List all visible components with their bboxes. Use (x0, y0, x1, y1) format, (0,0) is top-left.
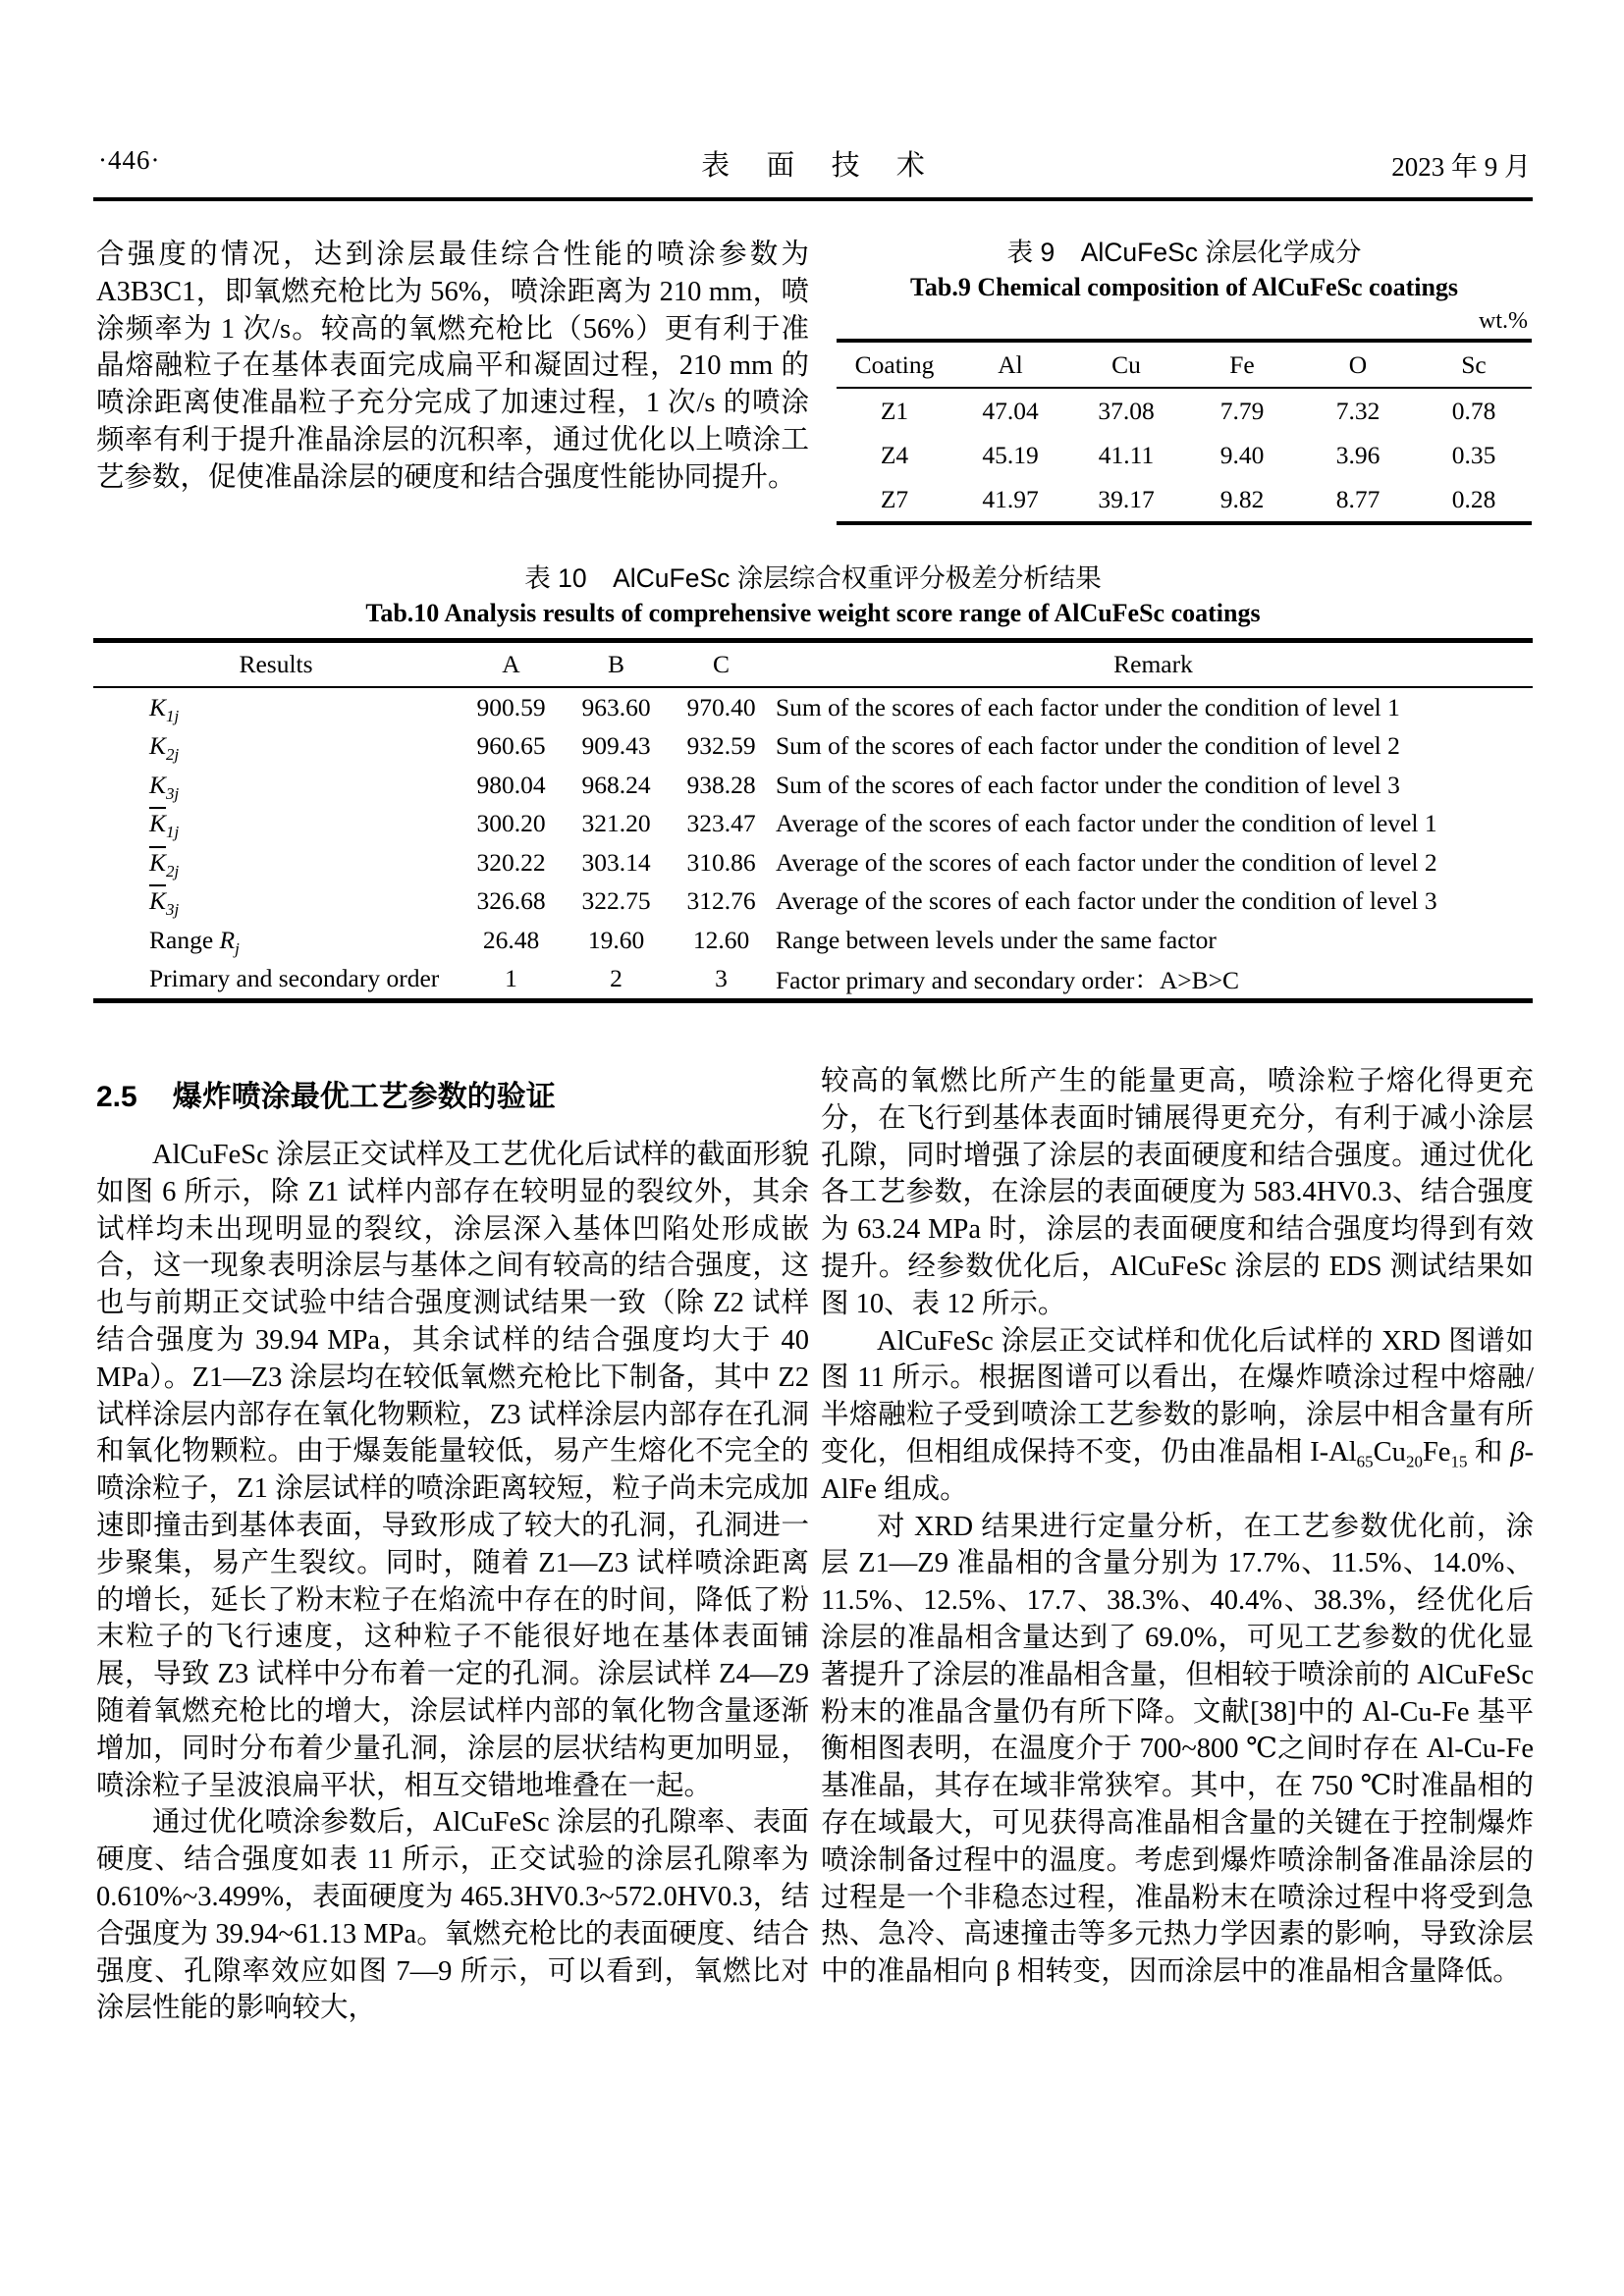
table9-unit: wt.% (1479, 308, 1528, 334)
intro-paragraph: 合强度的情况，达到涂层最佳综合性能的喷涂参数为 A3B3C1，即氧燃充枪比为 56%，喷涂距离为 210 mm，喷涂频率为 1 次/s。较高的氧燃充枪比（56%）更有利于准晶熔融粒子在基体表面完成扁平和凝固过程，210 mm 的喷涂距离使准晶粒子充分完成了加速过程，1 次/s 的喷涂频率有利于提升准晶涂层的沉积率，通过优化以上喷涂工艺参数，促使准晶涂层的硬度和结合强度性能协同提升。 (96, 240, 809, 493)
table-row (93, 921, 1533, 960)
table9-cell: 7.79 (1219, 396, 1265, 425)
table-row (93, 843, 1533, 882)
result-label: Range $R_j$ (149, 925, 240, 958)
value-a: 320.22 (476, 847, 546, 877)
value-a: 300.20 (476, 809, 546, 838)
value-b: 909.43 (581, 731, 651, 761)
table9-cell: 7.32 (1335, 396, 1380, 425)
k-symbol: K (149, 692, 167, 721)
value-c: 938.28 (686, 770, 756, 799)
result-label: Primary and secondary order (149, 964, 440, 993)
value-c: 12.60 (692, 925, 750, 954)
header-rule (93, 197, 1533, 201)
table-row (93, 960, 1533, 1001)
table-row (93, 727, 1533, 767)
paragraph: 较高的氧燃比所产生的能量更高，喷涂粒子熔化得更充分，在飞行到基体表面时铺展得更充分，有利于减小涂层孔隙，同时增强了涂层的表面硬度和结合强度。通过优化各工艺参数，在涂层的表面硬度为 583.4HV0.3、结合强度为 63.24 MPa 时，涂层的表面硬度和结合强度均得到有效提升。经参数优化后，AlCuFeSc 涂层的 EDS 测试结果如图 10、表 12 所示。 (821, 1066, 1534, 1319)
remark: Sum of the scores of each factor under the condition of level 3 (776, 770, 1400, 799)
table9-cell: 9.40 (1219, 440, 1265, 469)
k-symbol: K (149, 770, 167, 799)
intro-column (96, 237, 809, 497)
table9-cell: 0.28 (1451, 484, 1496, 513)
table9-cell: 41.97 (982, 484, 1039, 513)
table9-col-header: Coating (854, 349, 935, 379)
table9-cell: 45.19 (982, 440, 1039, 469)
remark: Range between levels under the same factor (776, 925, 1217, 954)
result-label: $K_{1j}$ (149, 692, 180, 725)
table-row (837, 433, 1532, 477)
paragraph: 对 XRD 结果进行定量分析，在工艺参数优化前，涂层 Z1—Z9 准晶相的含量分别为 17.7%、11.5%、14.0%、11.5%、12.5%、17.7、38.3%、40.4%、38.3%，经优化后涂层的准晶相含量达到了 69.0%，可见工艺参数的优化显著提升了涂层的准晶相含量，但相较于喷涂前的 AlCuFeSc 粉末的准晶含量仍有所下降。文献[38]中的 Al-Cu-Fe 基平衡相图表明，在温度介于 700~800 ℃之间时存在 Al-Cu-Fe 基准晶，其存在域非常狭窄。其中，在 750 ℃时准晶相的存在域最大，可见获得高准晶相含量的关键在于控制爆炸喷涂制备过程中的温度。考虑到爆炸喷涂制备准晶涂层的过程是一个非稳态过程，准晶粉末在喷涂过程中将受到急热、急冷、高速撞击等多元热力学因素的影响，导致涂层中的准晶相向 β 相转变，因而涂层中的准晶相含量降低。 (821, 1511, 1534, 1988)
paragraph: 通过优化喷涂参数后，AlCuFeSc 涂层的孔隙率、表面硬度、结合强度如表 11 所示，正交试验的涂层孔隙率为 0.610%~3.499%，表面硬度为 465.3HV0.3~572.0HV0.3，结合强度为 39.94~61.13 MPa。氧燃充枪比的表面硬度、结合强度、孔隙率效应如图 7—9 所示，可以看到，氧燃比对涂层性能的影响较大， (96, 1807, 809, 2024)
subscript: 15 (1450, 1452, 1468, 1471)
table9-col-header: Al (998, 349, 1023, 379)
left-column (96, 1137, 809, 2027)
table9-cell: Z4 (880, 440, 909, 469)
table9-col-header: Cu (1111, 349, 1141, 379)
table10-col-header: B (607, 650, 624, 678)
table-row (93, 687, 1533, 727)
table-row (837, 477, 1532, 523)
table9-block (837, 236, 1532, 525)
table9-cell: 3.96 (1335, 440, 1380, 469)
value-b: 19.60 (587, 925, 645, 954)
table9-cell: Z7 (880, 484, 909, 513)
table-row (837, 388, 1532, 433)
result-label: $\overline{K}_{2j}$ (149, 847, 180, 881)
value-a: 326.68 (476, 886, 546, 916)
k-bar-symbol: $\overline{K}$ (149, 809, 167, 838)
remark: Average of the scores of each factor under the condition of level 2 (776, 847, 1437, 877)
section-number: 2.5 (96, 1081, 137, 1113)
value-c: 310.86 (686, 847, 756, 877)
remark: Sum of the scores of each factor under the condition of level 2 (776, 731, 1400, 761)
subscript: 65 (1356, 1452, 1374, 1471)
journal-title: 表 面 技 术 (701, 150, 925, 182)
table9-cell: 47.04 (982, 396, 1039, 425)
table9-cell: Z1 (880, 396, 909, 425)
table9-cell: 37.08 (1098, 396, 1155, 425)
table9-cell: 41.11 (1098, 440, 1155, 469)
value-a: 960.65 (476, 731, 546, 761)
table-row (93, 766, 1533, 805)
page-number: ·446· (98, 145, 161, 175)
value-a: 26.48 (482, 925, 540, 954)
result-label: $K_{3j}$ (149, 770, 180, 803)
table9-cell: 0.35 (1451, 440, 1496, 469)
k-bar-symbol: $\overline{K}$ (149, 847, 167, 877)
value-c: 932.59 (686, 731, 756, 761)
table9-header-row (837, 341, 1532, 388)
table9 (837, 339, 1532, 525)
value-b: 2 (610, 964, 623, 993)
paragraph: AlCuFeSc 涂层正交试样及工艺优化后试样的截面形貌如图 6 所示，除 Z1 试样内部存在较明显的裂纹外，其余试样均未出现明显的裂纹，涂层深入基体凹陷处形成嵌合，这一现象表明涂层与基体之间有较高的结合强度，这也与前期正交试验中结合强度测试结果一致（除 Z2 试样结合强度为 39.94 MPa，其余试样的结合强度均大于 40 MPa）。Z1—Z3 涂层均在较低氧燃充枪比下制备，其中 Z2 试样涂层内部存在氧化物颗粒，Z3 试样涂层内部存在孔洞和氧化物颗粒。由于爆轰能量较低，易产生熔化不完全的喷涂粒子，Z1 涂层试样的喷涂距离较短，粒子尚未完成加速即撞击到基体表面，导致形成了较大的孔洞，孔洞进一步聚集，易产生裂纹。同时，随着 Z1—Z3 试样喷涂距离的增长，延长了粉末粒子在焰流中存在的时间，降低了粉末粒子的飞行速度，这种粒子不能很好地在基体表面铺展，导致 Z3 试样中分布着一定的孔洞。涂层试样 Z4—Z9 随着氧燃充枪比的增大，涂层试样内部的氧化物含量逐渐增加，同时分布着少量孔洞，涂层的层状结构更加明显，喷涂粒子呈波浪扁平状，相互交错地堆叠在一起。 (96, 1140, 809, 1801)
issue-date: 2023 年 9 月 (1391, 152, 1531, 182)
beta-symbol: β (1510, 1436, 1525, 1468)
k-bar-symbol: $\overline{K}$ (149, 886, 167, 916)
value-a: 980.04 (476, 770, 546, 799)
table10 (93, 638, 1533, 1003)
result-label: $\overline{K}_{3j}$ (149, 886, 180, 920)
value-c: 323.47 (686, 809, 756, 838)
result-label: $\overline{K}_{1j}$ (149, 809, 180, 842)
value-c: 312.76 (686, 886, 756, 916)
value-a: 1 (505, 964, 517, 993)
k-symbol: K (149, 731, 167, 761)
table9-col-header: Sc (1461, 349, 1487, 379)
right-column (821, 1063, 1534, 1991)
table-row (93, 882, 1533, 922)
remark: Average of the scores of each factor under the condition of level 3 (776, 886, 1437, 916)
table9-cell: 39.17 (1098, 484, 1155, 513)
table10-title-zh: 表 10 AlCuFeSc 涂层综合权重评分极差分析结果 (524, 563, 1102, 593)
table10-header-row (93, 641, 1533, 688)
value-b: 963.60 (581, 692, 651, 721)
paragraph: AlCuFeSc 涂层正交试样和优化后试样的 XRD 图谱如图 11 所示。根据图谱可以看出，在爆炸喷涂过程中熔融/半熔融粒子受到喷涂工艺参数的影响，涂层中相含量有所变化，但相组成保持不变，仍由准晶相 $I-Al_{65}Cu_{20}Fe_{15}$ 和 β-AlFe 组成。 (821, 1325, 1534, 1505)
subscript: 20 (1405, 1452, 1423, 1471)
table9-cell: 9.82 (1219, 484, 1265, 513)
value-c: 970.40 (686, 692, 756, 721)
value-b: 303.14 (581, 847, 651, 877)
value-b: 321.20 (581, 809, 651, 838)
value-b: 968.24 (581, 770, 651, 799)
remark: Factor primary and secondary order：A>B>C (776, 966, 1240, 995)
remark: Average of the scores of each factor under the condition of level 1 (776, 809, 1437, 838)
table10-col-header: C (712, 650, 730, 678)
value-b: 322.75 (581, 886, 651, 916)
section-heading (96, 1072, 809, 1115)
table10-title-en: Tab.10 Analysis results of comprehensive weight score range of AlCuFeSc coatings (365, 599, 1261, 627)
table9-title-en: Tab.9 Chemical composition of AlCuFeSc coatings (909, 273, 1459, 301)
table9-col-header: O (1348, 349, 1368, 379)
section-title: 爆炸喷涂最优工艺参数的验证 (172, 1081, 556, 1113)
table9-col-header: Fe (1229, 349, 1255, 379)
table-row (93, 805, 1533, 844)
result-label: $K_{2j}$ (149, 731, 180, 765)
running-head (93, 143, 1533, 183)
table9-cell: 0.78 (1451, 396, 1496, 425)
table10-col-header: Remark (1113, 650, 1193, 678)
table10-col-header: Results (239, 650, 313, 678)
table9-cell: 8.77 (1335, 484, 1380, 513)
table10-col-header: A (502, 650, 520, 678)
table9-title-zh: 表 9 AlCuFeSc 涂层化学成分 (1006, 238, 1362, 267)
table10-block (93, 561, 1533, 1003)
value-a: 900.59 (476, 692, 546, 721)
remark: Sum of the scores of each factor under the condition of level 1 (776, 692, 1400, 721)
r-symbol: R (219, 925, 236, 954)
value-c: 3 (715, 964, 728, 993)
